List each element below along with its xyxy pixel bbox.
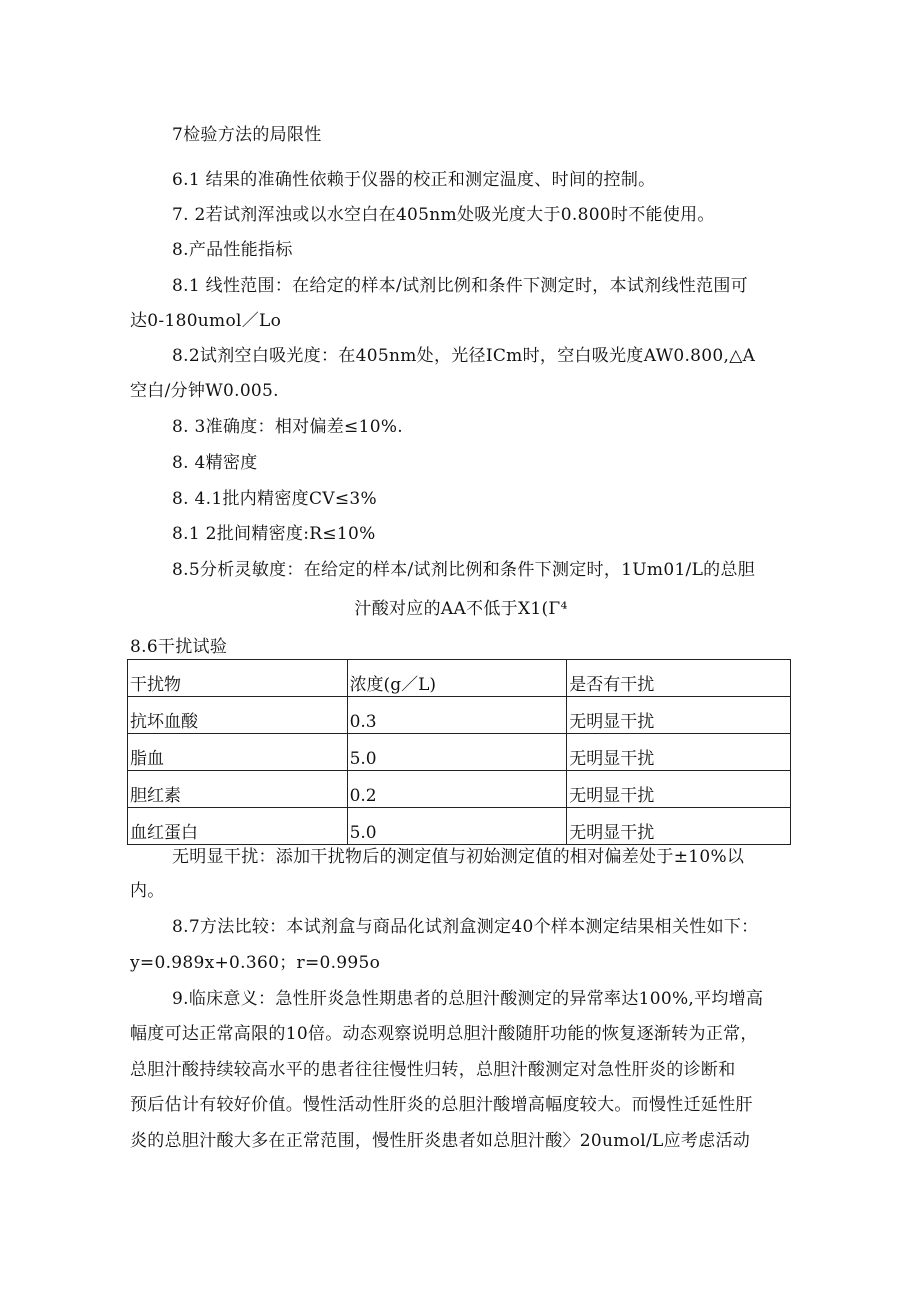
paragraph-7-2: 7. 2若试剂浑浊或以水空白在405nm处吸光度大于0.800时不能使用。 bbox=[172, 205, 715, 225]
paragraph-9-line-3: 总胆汁酸持续较高水平的患者往往慢性归转，总胆汁酸测定对急性肝炎的诊断和 bbox=[130, 1060, 736, 1080]
table-cell: 抗坏血酸 bbox=[128, 697, 348, 734]
table-header-cell: 干扰物 bbox=[128, 660, 348, 697]
section-7-title: 7检验方法的局限性 bbox=[172, 125, 322, 145]
table-header-cell: 浓度(g／L) bbox=[347, 660, 567, 697]
table-cell: 无明显干扰 bbox=[567, 734, 791, 771]
no-interference-note-line-2: 内。 bbox=[130, 881, 165, 901]
paragraph-9-line-4: 预后估计有较好价值。慢性活动性肝炎的总胆汁酸增高幅度较大。而慢性迁延性肝 bbox=[130, 1095, 753, 1115]
table-cell: 无明显干扰 bbox=[567, 697, 791, 734]
table-cell: 5.0 bbox=[347, 734, 567, 771]
paragraph-8-4-1: 8. 4.1批内精密度CV≤3% bbox=[172, 489, 377, 509]
table-cell: 0.2 bbox=[347, 771, 567, 808]
paragraph-8-2-line-2: 空白/分钟W0.005. bbox=[130, 381, 279, 401]
section-8-title: 8.产品性能指标 bbox=[172, 240, 293, 260]
paragraph-8-2-line-1: 8.2试剂空白吸光度：在405nm处，光径ICm时，空白吸光度AW0.800,△A bbox=[172, 346, 756, 366]
paragraph-8-1-2: 8.1 2批间精密度:R≤10% bbox=[172, 524, 376, 544]
table-cell: 0.3 bbox=[347, 697, 567, 734]
paragraph-8-1-line-1: 8.1 线性范围：在给定的样本/试剂比例和条件下测定时，本试剂线性范围可 bbox=[172, 276, 748, 296]
table-header-cell: 是否有干扰 bbox=[567, 660, 791, 697]
table-cell: 5.0 bbox=[347, 808, 567, 845]
table-row bbox=[128, 808, 791, 845]
table-header-row bbox=[128, 660, 791, 697]
paragraph-8-5-line-1: 8.5分析灵敏度：在给定的样本/试剂比例和条件下测定时，1Um01/L的总胆 bbox=[172, 560, 756, 580]
paragraph-9-line-5: 炎的总胆汁酸大多在正常范围，慢性肝炎患者如总胆汁酸〉20umol/L应考虑活动 bbox=[130, 1131, 751, 1151]
table-cell: 胆红素 bbox=[128, 771, 348, 808]
no-interference-note-line-1: 无明显干扰：添加干扰物后的测定值与初始测定值的相对偏差处于±10%以 bbox=[172, 847, 745, 867]
table-cell: 无明显干扰 bbox=[567, 808, 791, 845]
table-cell: 脂血 bbox=[128, 734, 348, 771]
paragraph-8-7-line-1: 8.7方法比较：本试剂盒与商品化试剂盒测定40个样本测定结果相关性如下： bbox=[172, 917, 759, 937]
table-row bbox=[128, 697, 791, 734]
table-cell: 血红蛋白 bbox=[128, 808, 348, 845]
paragraph-6-1: 6.1 结果的准确性依赖于仪器的校正和测定温度、时间的控制。 bbox=[172, 170, 656, 190]
paragraph-8-1-line-2: 达0-180umol／Lo bbox=[130, 311, 282, 331]
paragraph-8-7-line-2: y=0.989x+0.360；r=0.995o bbox=[130, 953, 381, 973]
interference-table bbox=[127, 659, 791, 845]
table-row bbox=[128, 734, 791, 771]
paragraph-8-4: 8. 4精密度 bbox=[172, 453, 258, 473]
paragraph-8-3: 8. 3准确度：相对偏差≤10%. bbox=[172, 417, 403, 437]
table-row bbox=[128, 771, 791, 808]
paragraph-9-line-2: 幅度可达正常高限的10倍。动态观察说明总胆汁酸随肝功能的恢复逐渐转为正常， bbox=[130, 1024, 758, 1044]
paragraph-9-line-1: 9.临床意义：急性肝炎急性期患者的总胆汁酸测定的异常率达100%,平均增高 bbox=[172, 989, 764, 1009]
paragraph-8-5-line-2: 汁酸对应的AA不低于X1(Γ⁴ bbox=[354, 599, 568, 619]
section-8-6-title: 8.6干扰试验 bbox=[130, 637, 228, 657]
table-cell: 无明显干扰 bbox=[567, 771, 791, 808]
